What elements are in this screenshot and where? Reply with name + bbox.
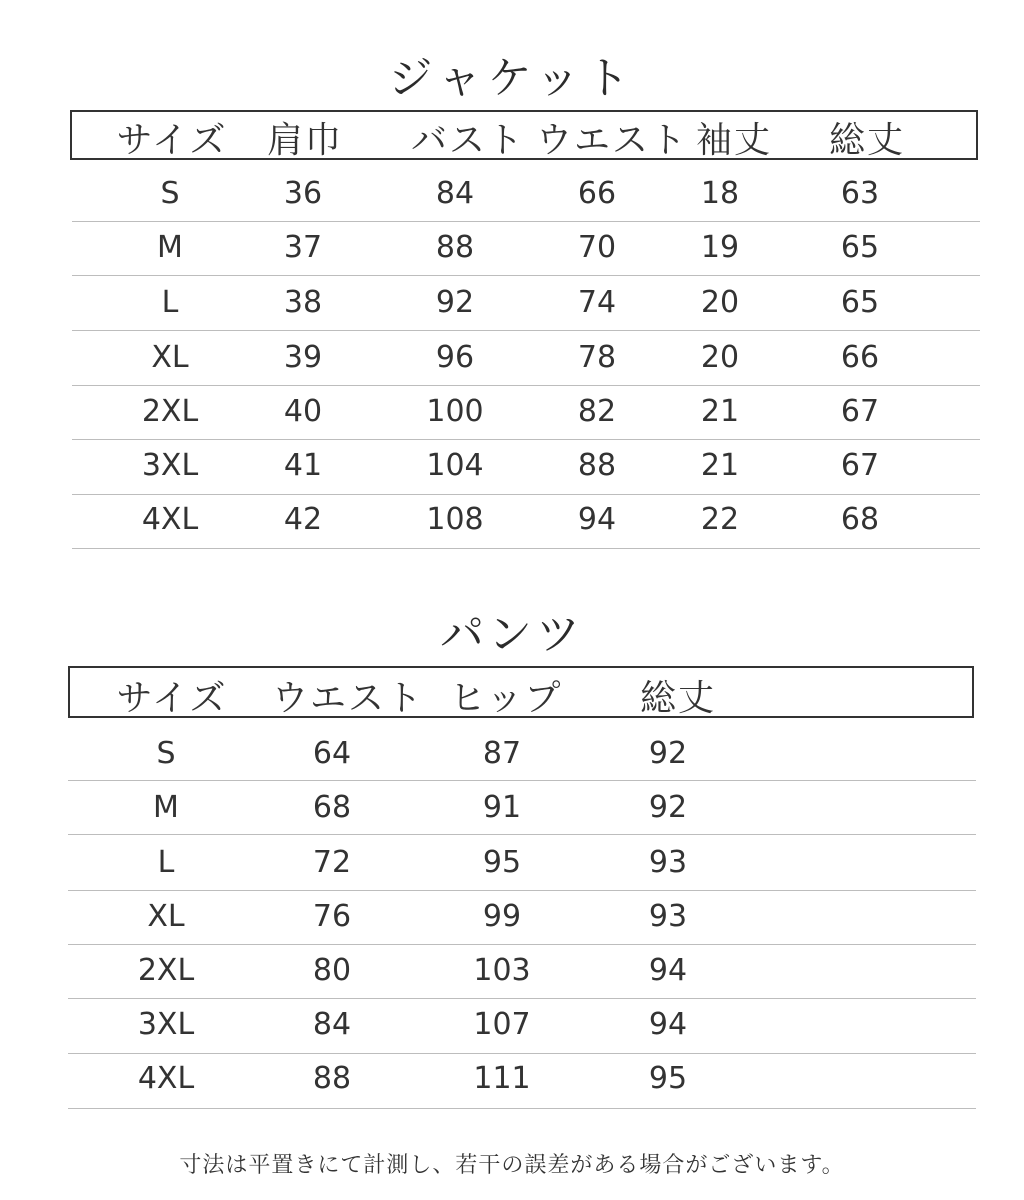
jacket-cell-length: 68: [840, 502, 880, 537]
pants-cell-hip: 111: [473, 1061, 531, 1096]
pants-cell-size: L: [157, 845, 175, 880]
jacket-cell-waist: 66: [577, 176, 617, 211]
jacket-cell-shoulder: 42: [283, 502, 323, 537]
jacket-cell-shoulder: 41: [283, 448, 323, 483]
jacket-cell-waist: 82: [577, 394, 617, 429]
jacket-cell-sleeve: 20: [700, 285, 740, 320]
jacket-cell-sleeve: 18: [700, 176, 740, 211]
pants-header-box: [68, 666, 974, 718]
pants-cell-length: 93: [648, 845, 688, 880]
jacket-header-length: 総丈: [828, 120, 906, 161]
jacket-cell-bust: 84: [435, 176, 475, 211]
jacket-cell-length: 67: [840, 448, 880, 483]
pants-cell-waist: 80: [312, 953, 352, 988]
pants-cell-waist: 64: [312, 736, 352, 771]
jacket-cell-sleeve: 19: [700, 230, 740, 265]
row-divider: [68, 890, 976, 891]
pants-cell-size: XL: [147, 899, 185, 934]
jacket-cell-length: 66: [840, 340, 880, 375]
jacket-cell-size: S: [160, 176, 180, 211]
pants-cell-hip: 99: [482, 899, 522, 934]
pants-cell-length: 94: [648, 953, 688, 988]
jacket-cell-shoulder: 40: [283, 394, 323, 429]
pants-cell-waist: 88: [312, 1061, 352, 1096]
jacket-cell-waist: 70: [577, 230, 617, 265]
row-divider: [72, 385, 980, 386]
jacket-cell-sleeve: 21: [700, 394, 740, 429]
jacket-cell-waist: 94: [577, 502, 617, 537]
pants-header-hip: ヒップ: [449, 678, 563, 719]
jacket-cell-size: XL: [151, 340, 189, 375]
row-divider: [72, 494, 980, 495]
pants-cell-hip: 107: [473, 1007, 531, 1042]
jacket-header-size: サイズ: [116, 120, 228, 161]
jacket-cell-sleeve: 20: [700, 340, 740, 375]
jacket-cell-shoulder: 37: [283, 230, 323, 265]
jacket-cell-shoulder: 36: [283, 176, 323, 211]
jacket-header-waist: ウエスト: [535, 120, 689, 161]
pants-cell-hip: 103: [473, 953, 531, 988]
row-divider: [68, 1053, 976, 1054]
jacket-cell-length: 65: [840, 285, 880, 320]
row-divider: [72, 330, 980, 331]
jacket-cell-length: 63: [840, 176, 880, 211]
row-divider: [68, 998, 976, 999]
pants-cell-hip: 95: [482, 845, 522, 880]
jacket-cell-size: 3XL: [141, 448, 199, 483]
jacket-header-shoulder: 肩巾: [266, 120, 344, 161]
jacket-header-sleeve: 袖丈: [695, 120, 773, 161]
row-divider: [68, 944, 976, 945]
row-divider: [72, 275, 980, 276]
jacket-cell-length: 67: [840, 394, 880, 429]
jacket-cell-bust: 100: [426, 394, 484, 429]
jacket-cell-shoulder: 39: [283, 340, 323, 375]
jacket-cell-size: 2XL: [141, 394, 199, 429]
row-divider: [68, 780, 976, 781]
jacket-cell-bust: 88: [435, 230, 475, 265]
pants-header-size: サイズ: [116, 678, 228, 719]
pants-cell-length: 92: [648, 790, 688, 825]
pants-cell-waist: 72: [312, 845, 352, 880]
pants-cell-waist: 68: [312, 790, 352, 825]
jacket-cell-bust: 104: [426, 448, 484, 483]
jacket-cell-waist: 74: [577, 285, 617, 320]
jacket-cell-size: M: [157, 230, 183, 265]
row-divider: [72, 439, 980, 440]
pants-cell-length: 93: [648, 899, 688, 934]
jacket-cell-length: 65: [840, 230, 880, 265]
measurement-note: 寸法は平置きにて計測し、若干の誤差がある場合がございます。: [179, 1153, 845, 1178]
jacket-cell-size: 4XL: [141, 502, 199, 537]
jacket-cell-bust: 92: [435, 285, 475, 320]
row-divider: [68, 834, 976, 835]
pants-cell-size: 3XL: [137, 1007, 195, 1042]
pants-title: パンツ: [440, 609, 584, 660]
pants-header-waist: ウエスト: [271, 678, 425, 719]
pants-header-length: 総丈: [639, 678, 717, 719]
jacket-header-bust: バスト: [410, 120, 526, 161]
pants-cell-hip: 87: [482, 736, 522, 771]
row-divider: [72, 548, 980, 549]
pants-cell-waist: 84: [312, 1007, 352, 1042]
pants-cell-size: M: [153, 790, 179, 825]
pants-cell-length: 94: [648, 1007, 688, 1042]
pants-cell-length: 92: [648, 736, 688, 771]
pants-cell-size: 2XL: [137, 953, 195, 988]
pants-cell-size: S: [156, 736, 176, 771]
jacket-header-box: [70, 110, 978, 160]
jacket-cell-sleeve: 22: [700, 502, 740, 537]
jacket-title: ジャケット: [388, 53, 636, 104]
jacket-cell-bust: 108: [426, 502, 484, 537]
jacket-cell-waist: 88: [577, 448, 617, 483]
row-divider: [72, 221, 980, 222]
pants-cell-length: 95: [648, 1061, 688, 1096]
row-divider: [68, 1108, 976, 1109]
pants-cell-size: 4XL: [137, 1061, 195, 1096]
jacket-cell-waist: 78: [577, 340, 617, 375]
jacket-cell-shoulder: 38: [283, 285, 323, 320]
pants-cell-hip: 91: [482, 790, 522, 825]
jacket-cell-bust: 96: [435, 340, 475, 375]
jacket-cell-sleeve: 21: [700, 448, 740, 483]
jacket-cell-size: L: [161, 285, 179, 320]
pants-cell-waist: 76: [312, 899, 352, 934]
